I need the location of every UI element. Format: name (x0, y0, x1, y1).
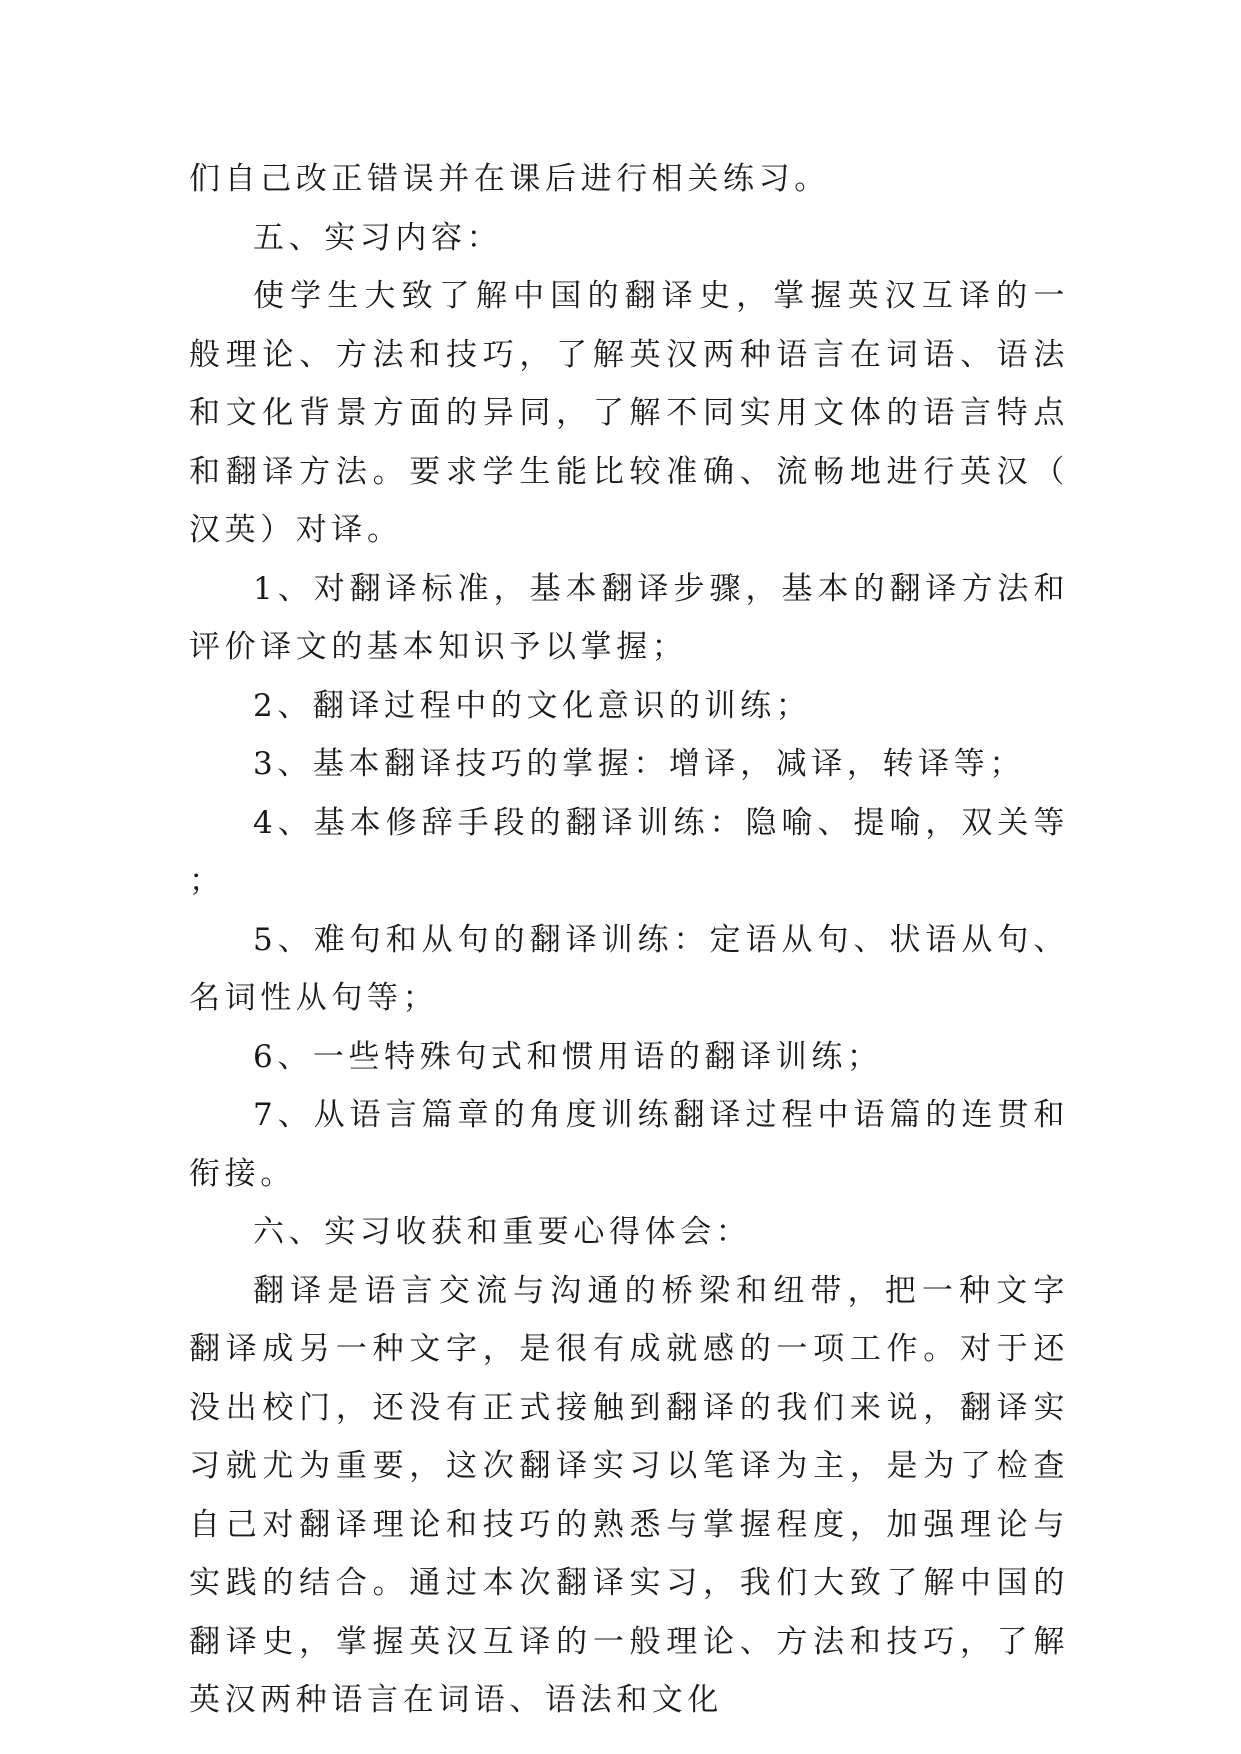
paragraph-internship-goals: 使学生大致了解中国的翻译史，掌握英汉互译的一般理论、方法和技巧，了解英汉两种语言在词语、语法和文化背景方面的异同，了解不同实用文体的语言特点和翻译方法。要求学生能比较准确、流畅地进行英汉（汉英）对译。 (189, 278, 1069, 548)
list-item-7: 7、从语言篇章的角度训练翻译过程中语篇的连贯和衔接。 (189, 1097, 1069, 1192)
list-item-4: 4、基本修辞手段的翻译训练：隐喻、提喻，双关等； (189, 804, 1069, 899)
section-heading-internship-content: 五、实习内容： (253, 219, 503, 256)
paragraph-gains: 翻译是语言交流与沟通的桥梁和纽带，把一种文字翻译成另一种文字，是很有成就感的一项工作。对于还没出校门，还没有正式接触到翻译的我们来说，翻译实习就尤为重要，这次翻译实习以笔译为主，是为了检查自己对翻译理论和技巧的熟悉与掌握程度，加强理论与实践的结合。通过本次翻译实习，我们大致了解中国的翻译史，掌握英汉互译的一般理论、方法和技巧，了解英汉两种语言在词语、语法和文化 (189, 1272, 1069, 1718)
section-heading-gains: 六、实习收获和重要心得体会： (253, 1214, 752, 1250)
list-item-2: 2、翻译过程中的文化意识的训练； (253, 687, 812, 724)
paragraph-continuation: 们自己改正错误并在课后进行相关练习。 (189, 161, 830, 197)
document-body (189, 150, 1069, 1730)
list-item-5: 5、难句和从句的翻译训练：定语从句、状语从句、名词性从句等； (189, 921, 1069, 1016)
list-item-1: 1、对翻译标准，基本翻译步骤，基本的翻译方法和评价译文的基本知识予以掌握； (189, 570, 1069, 665)
list-item-3: 3、基本翻译技巧的掌握：增译，减译，转译等； (253, 746, 1025, 782)
list-item-6: 6、一些特殊句式和惯用语的翻译训练； (253, 1038, 883, 1075)
